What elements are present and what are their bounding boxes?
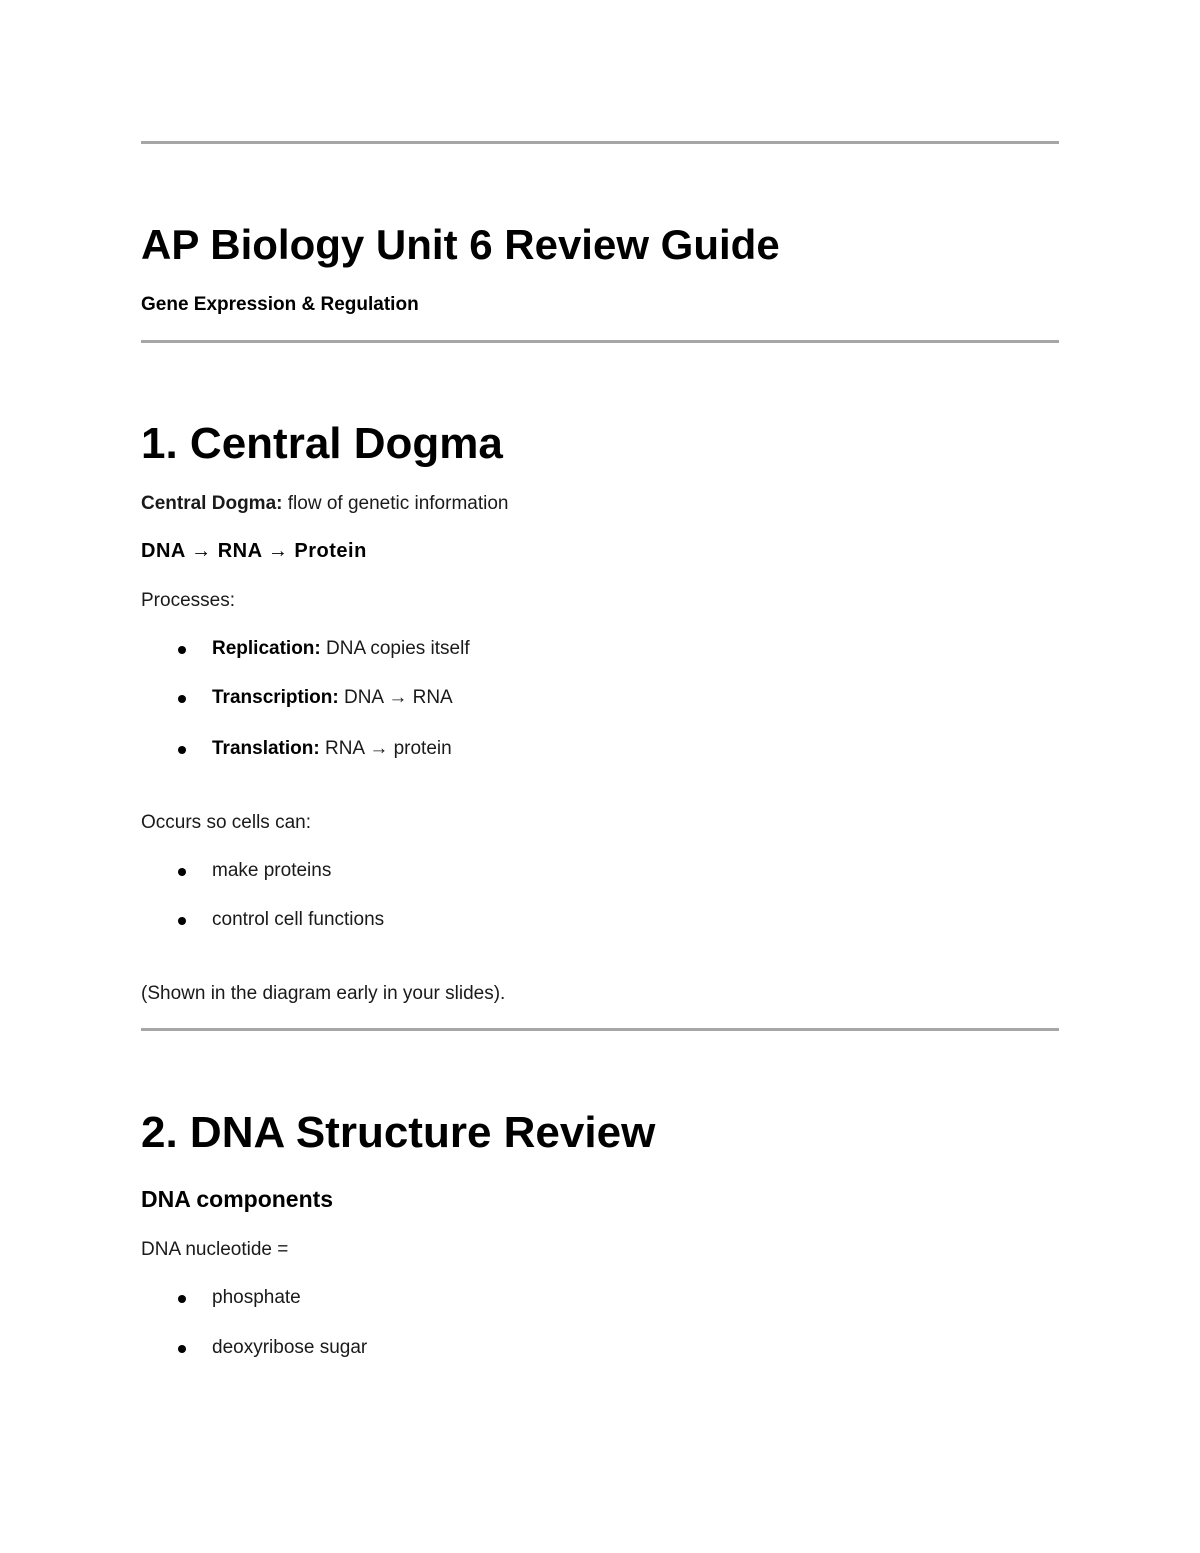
process-text: DNA copies itself [326,638,470,659]
central-dogma-flow: DNA → RNA → Protein [141,540,367,562]
list-item: deoxyribose sugar [212,1337,368,1358]
list-item: make proteins [212,860,332,881]
bullet-dot [178,1345,186,1353]
nucleotide-label: DNA nucleotide = [141,1239,289,1260]
definition-text: flow of genetic information [287,493,509,514]
process-term: Replication: [212,638,321,659]
bullet-dot [178,868,186,876]
bullet-dot [178,695,186,703]
bullet-dot [178,646,186,654]
section-2-heading: 2. DNA Structure Review [141,1108,656,1157]
process-term: Translation: [212,738,320,759]
horizontal-rule-top [141,141,1059,144]
process-text: RNA → protein [324,738,452,759]
process-term: Transcription: [212,687,339,708]
horizontal-rule-section-2 [141,1028,1059,1031]
occurs-label: Occurs so cells can: [141,812,311,833]
list-item-translation [212,739,452,758]
definition-term: Central Dogma: [141,493,283,514]
document-subtitle: Gene Expression & Regulation [141,294,419,315]
list-item: phosphate [212,1287,301,1308]
list-item-replication [212,639,470,658]
processes-label: Processes: [141,590,235,611]
central-dogma-definition [141,494,508,513]
list-item: control cell functions [212,909,385,930]
horizontal-rule-after-title [141,340,1059,343]
bullet-dot [178,746,186,754]
document-title: AP Biology Unit 6 Review Guide [141,221,780,268]
process-text: DNA → RNA [343,687,453,708]
dna-components-heading: DNA components [141,1186,334,1212]
section-1-heading: 1. Central Dogma [141,419,503,468]
diagram-note: (Shown in the diagram early in your slides). [141,983,506,1004]
bullet-dot [178,917,186,925]
list-item-transcription [212,688,453,707]
bullet-dot [178,1295,186,1303]
